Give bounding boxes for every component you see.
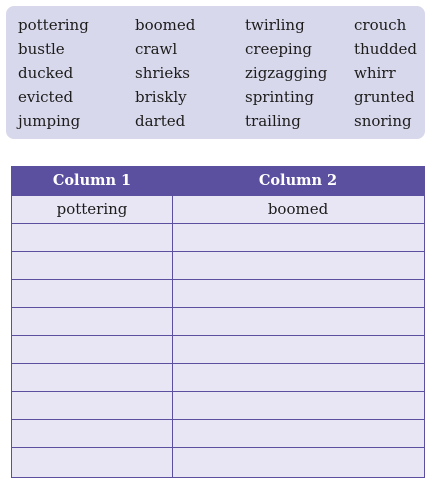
word-bank-item: pottering [18, 16, 89, 34]
column-1-header: Column 1 [52, 172, 132, 189]
word-bank-item: zigzagging [245, 64, 328, 82]
table-row [12, 251, 424, 279]
table-cell[interactable] [12, 392, 172, 418]
column-2-header: Column 2 [258, 172, 338, 189]
table-cell[interactable] [172, 280, 424, 306]
sorting-table [11, 166, 425, 478]
table-cell[interactable] [12, 336, 172, 362]
table-cell[interactable]: boomed [267, 200, 329, 218]
table-cell[interactable] [12, 448, 172, 474]
table-cell[interactable] [172, 336, 424, 362]
table-cell[interactable] [172, 224, 424, 250]
table-row [12, 447, 424, 475]
table-row [12, 307, 424, 335]
word-bank-item: whirr [354, 64, 396, 82]
table-header [12, 167, 424, 195]
table-cell[interactable] [172, 392, 424, 418]
table-cell[interactable] [172, 308, 424, 334]
table-cell[interactable] [172, 420, 424, 446]
table-cell[interactable] [12, 252, 172, 278]
word-bank-item: crawl [135, 40, 178, 58]
word-bank-item: shrieks [135, 64, 190, 82]
table-cell[interactable] [12, 420, 172, 446]
word-bank [6, 6, 425, 139]
table-row [12, 419, 424, 447]
table-row [12, 223, 424, 251]
table-cell[interactable] [172, 448, 424, 474]
column-divider [172, 195, 173, 477]
word-bank-item: boomed [135, 16, 196, 34]
word-bank-item: evicted [18, 88, 74, 106]
table-cell[interactable] [12, 224, 172, 250]
word-bank-item: jumping [18, 112, 81, 130]
word-bank-item: sprinting [245, 88, 315, 106]
word-bank-item: briskly [135, 88, 187, 106]
table-row [12, 195, 424, 223]
word-bank-item: ducked [18, 64, 74, 82]
word-bank-item: creeping [245, 40, 312, 58]
table-cell[interactable] [12, 308, 172, 334]
table-cell[interactable]: pottering [56, 200, 128, 218]
table-row [12, 363, 424, 391]
table-row [12, 279, 424, 307]
table-cell[interactable] [172, 252, 424, 278]
word-bank-item: twirling [245, 16, 305, 34]
word-bank-item: trailing [245, 112, 301, 130]
table-cell[interactable] [172, 364, 424, 390]
word-bank-item: snoring [354, 112, 412, 130]
word-bank-item: crouch [354, 16, 407, 34]
table-cell[interactable] [12, 364, 172, 390]
table-cell[interactable] [12, 280, 172, 306]
word-bank-item: grunted [354, 88, 415, 106]
word-bank-item: darted [135, 112, 186, 130]
word-bank-item: thudded [354, 40, 418, 58]
table-row [12, 335, 424, 363]
table-row [12, 391, 424, 419]
word-bank-item: bustle [18, 40, 65, 58]
